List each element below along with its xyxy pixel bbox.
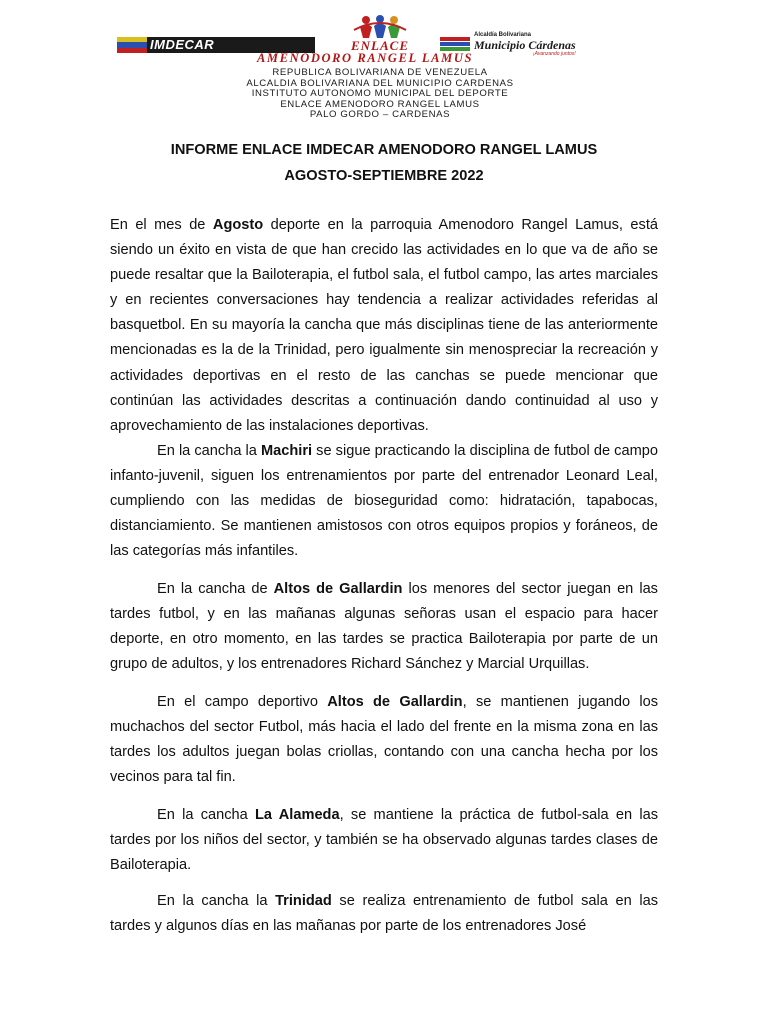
paragraph-text: En la cancha de xyxy=(157,581,274,597)
paragraph-text: los menores del sector juegan en las tardes futbol, y en las mañanas algunas señoras usan el espacio para hacer deporte, en otro momento, en las tardes se practica Bailoterapia por parte de un grupo de adultos, y los entrenadores Richard Sánchez y Marcial Urquillas. xyxy=(110,581,658,673)
cardenas-logo-line3: ¡Avanzando juntos! xyxy=(532,50,576,57)
venezuela-flag-icon xyxy=(117,37,147,53)
paragraph-text: , se mantiene la práctica de futbol-sala en las tardes por los niños del sector, y también se ha observado algunas tardes clases de Bailoterapia. xyxy=(110,807,658,874)
institution-line: ENLACE AMENODORO RANGEL LAMUS xyxy=(280,98,480,110)
bold-place-name: La Alameda xyxy=(255,807,340,823)
institution-line: REPUBLICA BOLIVARIANA DE VENEZUELA xyxy=(272,67,488,78)
paragraph-text: deporte en la parroquia Amenodoro Rangel Lamus, está siendo un éxito en vista de que han crecido las actividades en lo que va de año se puede resaltar que la Bailoterapia, el futbol sala, el futbol campo, las artes marciales y en recientes conversaciones hay tendencia a realizar actividades referidas al basquetbol. En su mayoría la cancha que más disciplinas tiene de las anteriormente mencionadas es la de la Trinidad, pero igualmente sin menospreciar la recreación y actividades deportivas en el resto de las canchas se puede mencionar que continúan las actividades descritas a continuación dando continuidad al uso y aprovechamiento de las instalaciones deportivas. xyxy=(110,217,659,434)
institution-line: ALCALDIA BOLIVARIANA DEL MUNICIPIO CARDENAS xyxy=(246,77,514,89)
paragraph-text: En el mes de xyxy=(110,217,213,233)
paragraph-text: , se mantienen jugando los muchachos del sector Futbol, más hacia el lado del frente en la misma zona en las tardes los adultos juegan bolas criollas, contando con una cancha hecha por los vecinos para tal fin. xyxy=(110,694,659,786)
bold-place-name: Machiri xyxy=(260,443,313,459)
institution-line: PALO GORDO – CARDENAS xyxy=(309,109,451,120)
enlace-logo-text: ENLACE xyxy=(350,38,409,53)
body-paragraph xyxy=(110,577,658,677)
paragraph-text: En la cancha la xyxy=(157,443,261,459)
body-paragraph xyxy=(110,213,658,439)
body-paragraph xyxy=(110,889,658,939)
municipality-flag-icon xyxy=(440,37,470,51)
report-title: INFORME ENLACE IMDECAR AMENODORO RANGEL LAMUS xyxy=(170,142,598,158)
imdecar-logo-text: IMDECAR xyxy=(150,37,215,52)
bold-place-name: Altos de Gallardin xyxy=(327,694,463,710)
paragraph-text: En la cancha xyxy=(157,807,256,823)
report-period: AGOSTO-SEPTIEMBRE 2022 xyxy=(284,168,484,184)
body-paragraph xyxy=(110,690,658,790)
body-paragraph xyxy=(110,439,658,564)
enlace-logo xyxy=(330,14,430,54)
paragraph-text: se sigue practicando la disciplina de futbol de campo infanto-juvenil, siguen los entrenamientos por parte del entrenador Leonard Leal, cumpliendo con las medidas de bioseguridad como: hidratación, tapabocas, distanciamiento. Se mantienen amistosos con otros equipos propios y foráneos, de las categorías más infantiles. xyxy=(110,443,658,560)
institution-lines xyxy=(200,68,560,121)
program-name-banner: AMENODORO RANGEL LAMUS xyxy=(256,51,474,65)
paragraph-text: se realiza entrenamiento de futbol sala en las tardes y algunos días en las mañanas por parte de los entrenadores José xyxy=(110,893,658,935)
bold-place-name: Agosto xyxy=(212,217,264,233)
bold-place-name: Altos de Gallardin xyxy=(273,581,403,597)
cardenas-logo-line2: Municipio Cárdenas xyxy=(474,37,576,52)
people-figures-icon xyxy=(350,14,410,40)
institution-line: INSTITUTO AUTONOMO MUNICIPAL DEL DEPORTE xyxy=(251,88,509,99)
bold-place-name: Trinidad xyxy=(275,893,332,909)
letterhead xyxy=(0,0,768,122)
body-paragraph xyxy=(110,803,658,878)
paragraph-text: En el campo deportivo xyxy=(157,694,328,710)
cardenas-logo-line1: Alcaldía Bolivariana xyxy=(474,31,532,38)
paragraph-text: En la cancha la xyxy=(157,893,276,909)
